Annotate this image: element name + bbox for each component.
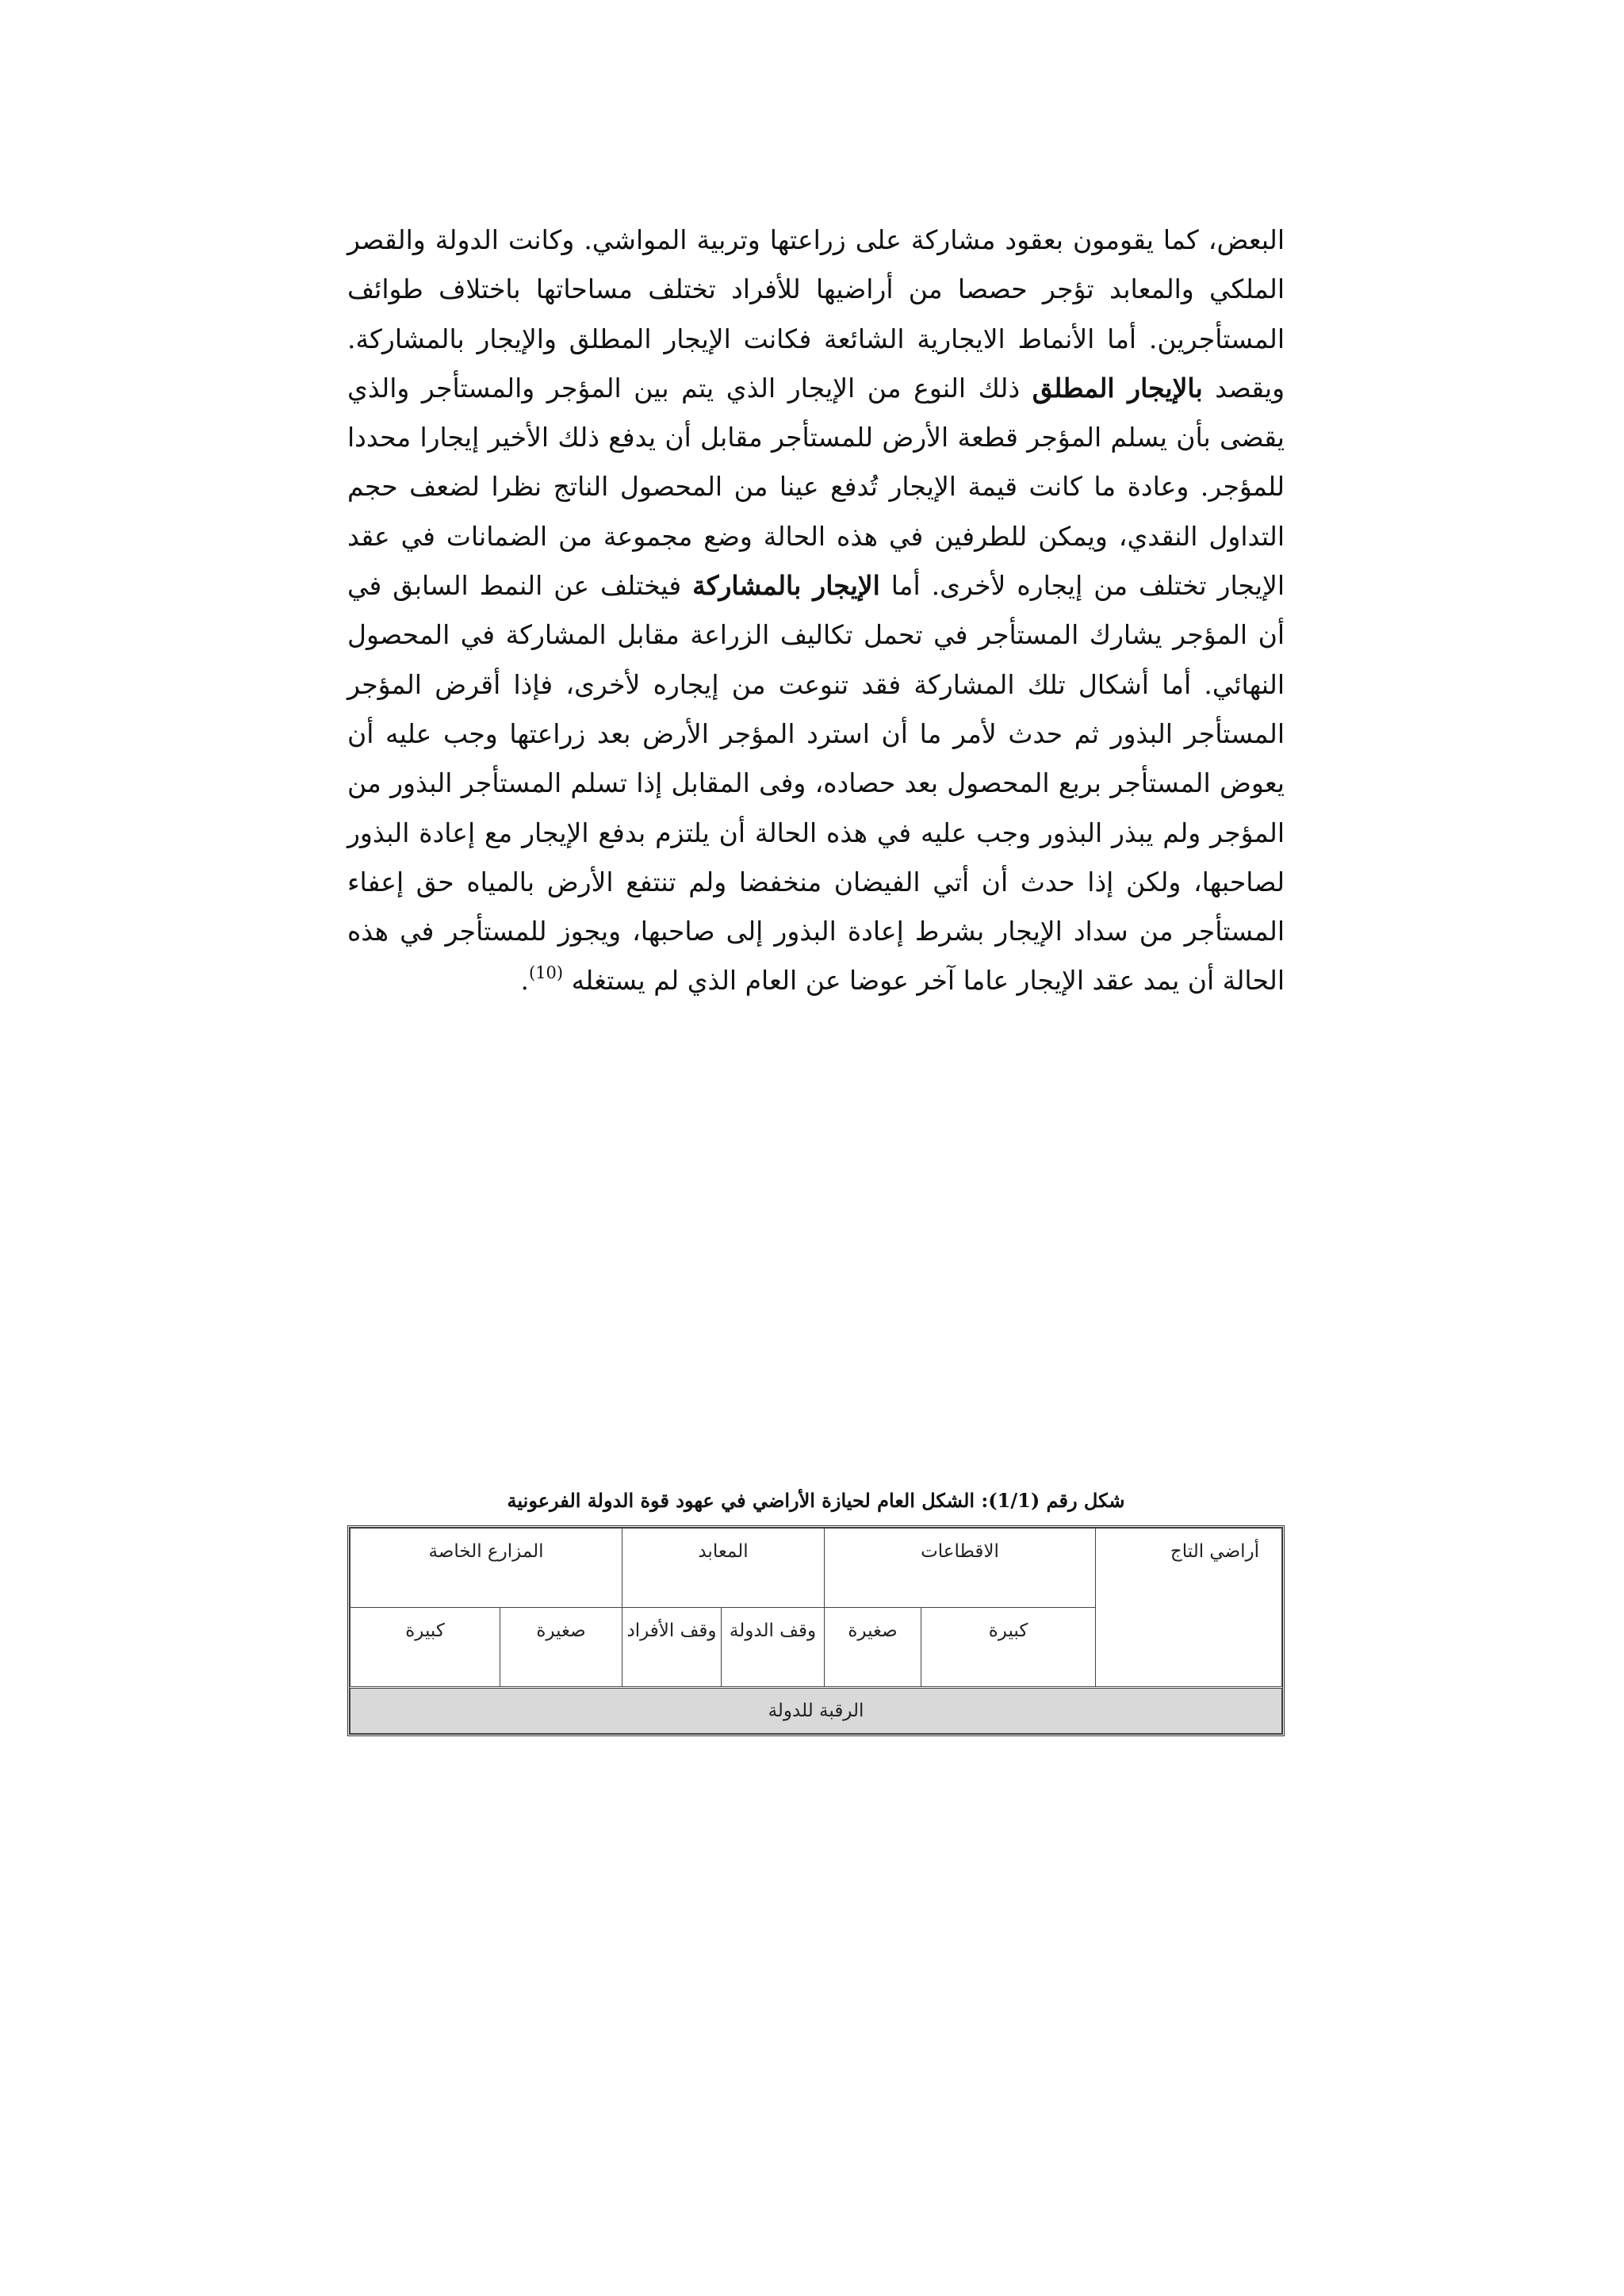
term-absolute-lease: بالإيجار المطلق xyxy=(1032,372,1203,404)
fiefs-header: الاقطاعات xyxy=(825,1529,1096,1608)
land-tenure-figure xyxy=(347,1525,1285,1736)
paragraph-segment-3: فيختلف عن النمط السابق في أن المؤجر يشارك المستأجر في تحمل تكاليف الزراعة مقابل المشاركة في المحصول النهائي. أما أشكال تلك المشاركة فقد تنوعت من إيجاره لأخرى، فإذا أقرض المؤجر المستأجر البذور ثم حدث لأمر ما أن استرد المؤجر الأرض بعد زراعتها وجب عليه أن يعوض المستأجر بربع المحصول بعد حصاده، وفى المقابل إذا تسلم المستأجر البذور من المؤجر ولم يبذر البذور وجب عليه في هذه الحالة أن يلتزم بدفع الإيجار مع إعادة البذور لصاحبها، ولكن إذا حدث أن أتي الفيضان منخفضا ولم تنتفع الأرض بالمياه حق إعفاء المستأجر من سداد الإيجار بشرط إعادة البذور إلى صاحبها، ويجوز للمستأجر في هذه الحالة أن يمد عقد الإيجار عاما آخر عوضا عن العام الذي لم يستغله xyxy=(347,570,1285,997)
temples-header: المعابد xyxy=(622,1529,825,1608)
table-row xyxy=(350,1529,1282,1608)
paragraph-segment-1: البعض، كما يقومون بعقود مشاركة على زراعتها وتربية المواشي. وكانت الدولة والقصر الملكي والمعابد تؤجر حصصا من أراضيها للأفراد تختلف مساحاتها باختلاف طوائف المستأجرين. أما الأنماط الايجارية الشائعة فكانت الإيجار المطلق والإيجار بالمشاركة. ويقصد xyxy=(347,224,1285,404)
temples-state-endowment-cell: وقف الدولة xyxy=(722,1607,825,1687)
private-large-cell: كبيرة xyxy=(350,1607,500,1687)
paragraph-end: . xyxy=(520,965,529,997)
term-sharecropping-lease: الإيجار بالمشاركة xyxy=(692,570,880,602)
temples-private-endowment-cell: وقف الأفراد xyxy=(622,1607,722,1687)
paragraph-segment-2: ذلك النوع من الإيجار الذي يتم بين المؤجر والمستأجر والذي يقضى بأن يسلم المؤجر قطعة الأرض للمستأجر مقابل أن يدفع ذلك الأخير إيجارا محددا للمؤجر. وعادة ما كانت قيمة الإيجار تُدفع عينا من المحصول الناتج نظرا لضعف حجم التداول النقدي، ويمكن للطرفين في هذه الحالة وضع مجموعة من الضمانات في عقد الإيجار تختلف من إيجاره لأخرى. أما xyxy=(347,372,1285,602)
table-row xyxy=(350,1688,1282,1734)
private-small-cell: صغيرة xyxy=(500,1607,622,1687)
land-tenure-table xyxy=(350,1528,1282,1734)
body-paragraph xyxy=(347,216,1285,1006)
crown-lands-cell: أراضي التاج xyxy=(1096,1529,1282,1688)
private-farms-header: المزارع الخاصة xyxy=(350,1529,622,1608)
fiefs-large-cell: كبيرة xyxy=(921,1607,1096,1687)
state-ownership-cell: الرقبة للدولة xyxy=(350,1688,1282,1734)
footnote-reference: (10) xyxy=(528,963,564,983)
figure-caption: شكل رقم (1/1): الشكل العام لحيازة الأراضي في عهود قوة الدولة الفرعونية xyxy=(507,1489,1125,1512)
fiefs-small-cell: صغيرة xyxy=(825,1607,921,1687)
